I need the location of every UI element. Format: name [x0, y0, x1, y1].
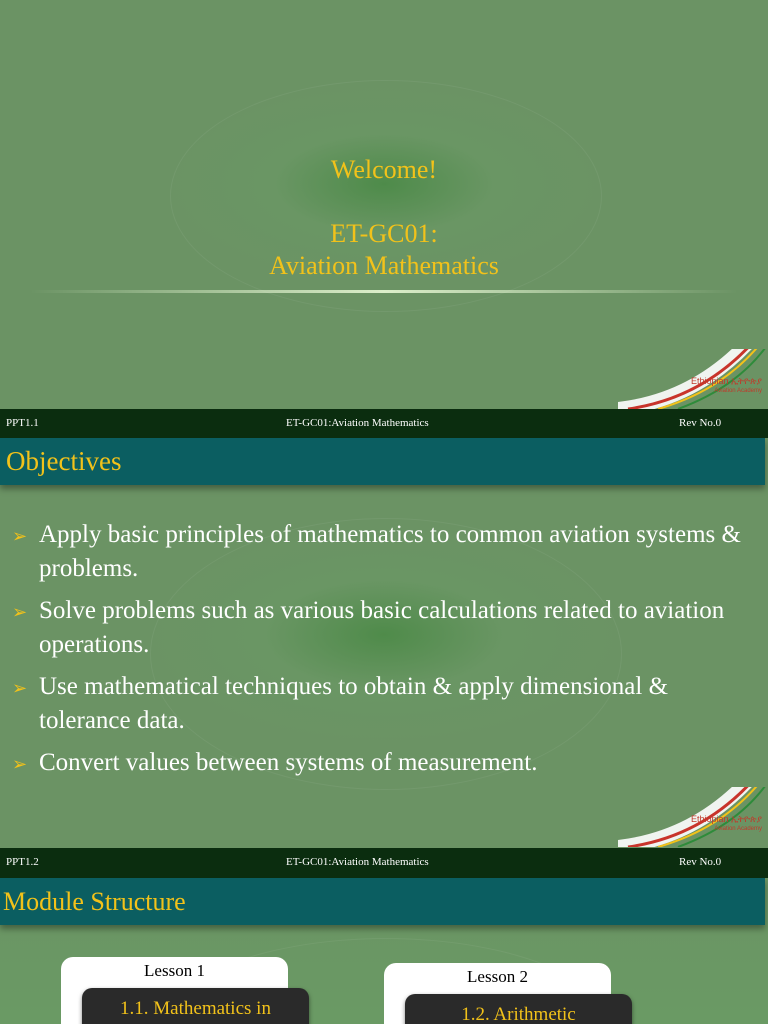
arrow-bullet-icon: ➢: [12, 754, 28, 775]
glow-line: [30, 290, 738, 293]
lesson-title-box[interactable]: [405, 994, 632, 1024]
footer-revision: Rev No.0: [679, 856, 722, 868]
academy-logo: [618, 787, 768, 847]
welcome-text: Welcome!: [330, 155, 438, 184]
slide-objectives: [0, 438, 768, 848]
arrow-bullet-icon: ➢: [12, 526, 28, 547]
lesson-card-2[interactable]: [384, 963, 611, 1024]
course-name: Aviation Mathematics: [269, 251, 499, 280]
slide-module-structure: [0, 878, 768, 1024]
footer-course: ET-GC01:Aviation Mathematics: [286, 417, 429, 429]
logo-subtext: Aviation Academy: [714, 826, 762, 832]
objectives-list: [12, 518, 762, 788]
course-code: ET-GC01:: [330, 219, 438, 248]
slide-title: [0, 0, 768, 409]
arrow-bullet-icon: ➢: [12, 678, 28, 699]
lesson-label: Lesson 2: [467, 967, 528, 986]
slide-footer-2: [0, 848, 768, 878]
logo-subtext: Aviation Academy: [714, 388, 762, 394]
slide-footer-1: [0, 409, 768, 439]
footer-course: ET-GC01:Aviation Mathematics: [286, 856, 429, 868]
list-item: ➢ Apply basic principles of mathematics to common aviation systems & problems.: [12, 521, 741, 582]
heading-bar: [0, 878, 765, 925]
arrow-bullet-icon: ➢: [12, 602, 28, 623]
logo-text: Ethiopian ኢትዮጵያ: [690, 814, 762, 824]
academy-logo: [618, 349, 768, 409]
lesson-title-box[interactable]: [82, 988, 309, 1024]
slide-heading: Module Structure: [3, 887, 186, 916]
lesson-title: 1.2. Arithmetic: [461, 1004, 576, 1024]
lesson-label: Lesson 1: [144, 961, 205, 980]
heading-bar: [0, 438, 765, 485]
list-item: ➢ Convert values between systems of measurement.: [12, 746, 762, 780]
footer-slide-id: PPT1.1: [6, 417, 39, 429]
list-item: ➢ Solve problems such as various basic calculations related to aviation operations.: [12, 597, 725, 658]
logo-text: Ethiopian ኢትዮጵያ: [690, 376, 762, 386]
footer-slide-id: PPT1.2: [6, 856, 39, 868]
lesson-title: 1.1. Mathematics in: [120, 998, 271, 1019]
footer-revision: Rev No.0: [679, 417, 722, 429]
slide-heading: Objectives: [6, 446, 122, 476]
lesson-card-1[interactable]: [61, 957, 288, 1024]
list-item: ➢ Use mathematical techniques to obtain & apply dimensional & tolerance data.: [12, 673, 669, 734]
